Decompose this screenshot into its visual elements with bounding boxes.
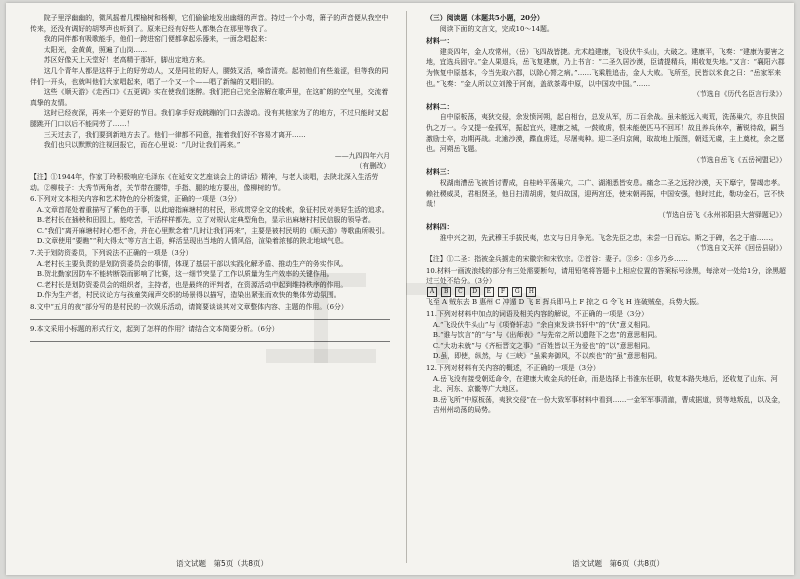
section-title: （三）阅读题（本题共5小题，20分） (426, 14, 544, 22)
note-text: ①1944年，作家丁玲积极响应毛泽东《在延安文艺座谈会上的讲话》精神，与老人谈唱，去陕北深入生活劳动。②柳枝子：大秀节两角者，关节带在腰带，手指、腿的地方要出，像柳树的节。 (30, 172, 379, 192)
option-c: C.老村长是划防资委员会的组织者，主持者，也是最终的评判者，在资源活动中起到维持秩序的作用。 (36, 280, 348, 289)
answer-blank[interactable] (30, 313, 390, 320)
right-page (426, 13, 786, 416)
page-divider (406, 11, 407, 563)
song-line: 苏区好像天上天堂好！老高精于那轩，脚出定地方来。 (43, 56, 210, 65)
option-b: B.老村长在插秧和田园上，能吃苦，干活样样都先，立了对规认定典型角色，显示出麻塘村村民信服的领导者。 (36, 216, 375, 225)
material-2-text: 自中原板荡，夷狄交侵，余发愤河朔，起自相台，总发从军，历二百余战。虽未能远入夷荒，洗荡巢穴，亦且快国仇之万一。今又提一垒孤军，振起宜兴，建康之城，一鼓败虏，恨未能使匹马不回耳！故且养兵休卒，蓄锐待敌，嗣当激励士卒，功期再战。北逾沙漠，蹀血虏廷，尽屠夷种。迎二圣归京阙，取故地上版图，朝廷无虞，主上奠枕，余之愿也。河朔岳飞题。 (426, 113, 785, 154)
footnote: 【注】①二圣：指被金兵掳走的宋徽宗和宋钦宗。②首谷：妻子。③乡：③乡乃乡…… (426, 255, 688, 264)
answer-box-c[interactable]: C (455, 287, 465, 297)
answer-blank[interactable] (30, 335, 390, 342)
story-paragraph: 三天过去了，我们要到新地方去了。他们一律都不同意，拖着我们好不容易才离开…… (43, 130, 306, 139)
answer-boxes-row (426, 287, 786, 298)
story-paragraph: 我的同伴都有吸歌能手，他们一跨进窑门便都拿起乐器来，一面念唱起来： (43, 35, 272, 44)
question-6 (30, 194, 390, 247)
material-3-text: 权湖南漕岳飞被旨讨曹成，自桂岭平荡巢穴，二广、湖湘悉皆安息。痛念二圣之远狩沙漠，天下靡宁，誓竭忠孝。赖社稷威灵，君相贤圣，他日扫清胡虏，复归故国，迎两宫还，使宋朝再振，中国安强，他时过此，勒功金石，岂不快哉！ (426, 178, 785, 209)
material-1-text: 建炎四年，金人攻常州，（岳）飞四战皆捷。尤术趋建康，飞设伏牛头山，大破之。建康平，飞奏：“建康为要害之地，宜选兵固守。”金人果退兵，岳飞复建康，乃上书言：“二圣久居沙漠，臣请提精兵，期收复失地。”又言：“襄阳六郡为恢复中原基本，今当先取六郡，以除心膂之病。”……飞乘胜追击，金人大败。飞所至，民皆以米食之曰：“岳家军来也。”飞奏：“金人所以立刘豫于河南，盖欲茶毒中原，以中国攻中国。”…… (426, 47, 785, 88)
option-a: A.“飞设伏牛头山”与《项脊轩志》“余自束发读书轩中”的“伏”意义相同。 (432, 320, 655, 329)
question-8 (30, 302, 390, 323)
footnote: 【注】①1944年，作家丁玲积极响应毛泽东《在延安文艺座谈会上的讲话》精神，与老人谈唱，去陕北深入生活劳动。②柳枝子：大秀节两角者，关节带在腰带，手指、腿的地方要出，像柳树的节。 (30, 172, 379, 192)
question-stem: 6.下列对文本相关内容和艺术特色的分析鉴赏，正确的一项是（3分） (30, 195, 241, 204)
song-line: 太阳光，金黄黄，照遍了山岗…… (43, 45, 148, 54)
material-1-source: （节选自《历代名臣言行录》） (692, 90, 786, 99)
material-3-source: （节选自岳飞《永州祁阳县大营驿题记》） (658, 210, 786, 219)
material-3-label: 材料三： (426, 168, 454, 177)
page-footer-right: 语文试题 第6页（共8页） (572, 559, 665, 568)
exam-sheet (6, 3, 794, 575)
answer-box-f[interactable]: F (498, 287, 508, 297)
story-paragraph: 这时已经夜深，再来一个更好的节目。我们拿手好戏跳蹦的门口去游动。没有其他家为了的地方，不过只能时又起腿跳开门口以后不能同劳了……！ (30, 109, 389, 128)
material-4-label: 材料四： (426, 223, 454, 232)
material-1-label: 材料一： (426, 37, 454, 46)
answer-box-d[interactable]: D (470, 287, 480, 297)
note-label: 注 (36, 172, 44, 181)
answer-box-g[interactable]: G (512, 287, 522, 297)
option-d: D.文章使用“要瞧”“利大得太”等方言土语，鲜活呈现出当地的人情风俗，渲染着浓郁的陕北地域气息。 (36, 237, 348, 246)
option-d: D.作为生产者，村民议论方与孩童笑闹声交织的场景得以描写，造染出紧张而欢快的集体劳动氛围。 (36, 291, 341, 300)
answer-box-h[interactable]: H (526, 287, 536, 297)
question-7 (30, 248, 390, 301)
material-4-source: （节选自文天祥《回岳县尉》） (692, 244, 786, 253)
story-paragraph: 我们也只以默默的注视回报它，而在心里说：“几时让我们再来。” (43, 141, 241, 150)
answer-box-a[interactable]: A (427, 287, 437, 297)
excerpt-note: （有删改） (355, 162, 390, 171)
story-paragraph: 院子里浮幽幽的，微风摇着几棵榆树和杨柳，它们偷偷地发出幽细的声音。持过一个小弯，箫子的声音便从我空中传来，还没有调好的胡琴声也听到了。原来已经有好些人都集合在那里等我了。 (30, 14, 389, 33)
box-sentence: 飞至 A 贼东去 B 惠州 C 冲遁 D 飞 E 挥兵即马上 F 掠之 G 令飞 H 连破贼垒，兵势大振。 (426, 298, 704, 307)
section-intro: 阅读下面的文言文，完成10～14题。 (439, 24, 554, 33)
answer-box-e[interactable]: E (484, 287, 494, 297)
option-b: B.“谁与饮言”的“与”与《出师表》“与先帝之所以遗陛下之忠”的意思相同。 (432, 331, 662, 340)
question-11-stem: 11.下列对材料中加点的词语及相关内容的解说，不正确的一项是（3分） (426, 310, 649, 319)
page-footer-left: 语文试题 第5页（共8页） (176, 559, 269, 568)
story-paragraph: 这些《顺天游》《走西口》《五更调》实在使我们迷醉。我们把自己完全溶解在歌声里，在这旷朗的空气里，交流着真挚的友情。 (30, 88, 389, 107)
material-2-label: 材料二： (426, 102, 454, 111)
question-12-stem: 12.下列对材料有关内容的概述，不正确的一项是（3分） (426, 364, 600, 372)
question-stem: 8.文中“五月的夜”部分写的是村民的一次娱乐活动，请简要谈谈其对文章整体内容、主题的作用。（6分） (30, 303, 348, 312)
question-10-stem: 10.材料一画波浪线的部分有三处需要断句，请用铅笔将答题卡上相应位置的答案标号涂黑，每涂对一处给1分，涂黑超过三处不给分。（3分） (426, 266, 786, 286)
option-a: A.岳飞没有接受朝廷命令，在建康大败金兵的任命，而是选择上书淮东任职，收复本路失地后，还收复了山东、河北、河东、京畿等广大地区。 (432, 374, 778, 394)
left-page (30, 13, 390, 345)
story-paragraph: 这几个青年人都是这样于上的好劳动人，又是同社的好人，腰鼓叉活，嗓音清亮。起初他们有些羞涩，但等我的同伴们一开头，也就叫他们大家唱起来，唱了一个又一个——唱了新编的又唱旧的。 (30, 66, 389, 86)
material-4-text: 淮中兴之初，先武穆王手拔民夷，忠文与日月争光。飞念先臣之忠，未尝一日而忘。斯之于碑，名之于庙……。 (439, 233, 778, 242)
answer-box-b[interactable]: B (441, 287, 451, 297)
question-stem: 7.关于划防资委员，下列说法不正确的一项是（3分） (30, 249, 193, 258)
option-b: B.贺北勤家因防车不能转断裂而影响了比赛，这一细节突显了工作以质量为生产效率的关键作用。 (36, 270, 334, 279)
option-c: C.“我们”离开麻塘村时心想不舍，并在心里默念着“几时让我们再来”，主要是被村民明的《顺天游》等歌曲所吸引。 (36, 226, 389, 235)
question-stem: 9.本文采用小标题的形式行文，起到了怎样的作用？请结合文本简要分析。（6分） (30, 325, 279, 334)
option-d: D.虽，即使，纵然，与《三峡》“虽乘奔御风，不以疾也”的“虽”意思相同。 (432, 352, 662, 361)
option-a: A.老村长主要负责的是划防资委员会的事情，体现了基层干部以实践化解矛盾、推动生产的务实作风。 (36, 259, 348, 268)
material-2-source: （节选自岳飞《五岳祠盟记》） (692, 155, 786, 164)
option-c: C.“大功未就”与《齐桓晋文之事》“百姓皆以王为爱也”的“以”意思相同。 (432, 341, 655, 350)
option-a: A.文章首尾处着重描写了紫色的于事，以此暗指麻塘村的村民，形成贯穿全文的线索，象征村民对美好生活的追求。 (36, 205, 389, 214)
question-9 (30, 324, 390, 345)
option-b: B.岳飞所“中原板荡，夷狄交侵”在一份大致军事材料中看到……一金军军事清澈，曹成据道，贸等地叛乱，以及金，吉州州动荡的局势。 (432, 395, 785, 415)
dateline: ——九四四年六月 (334, 151, 390, 160)
